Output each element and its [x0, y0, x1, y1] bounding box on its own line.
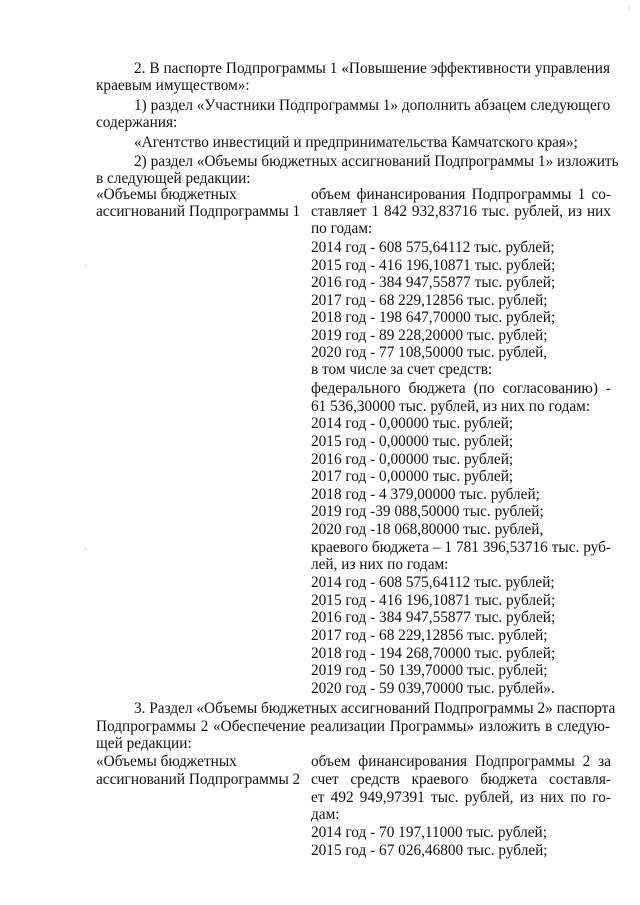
table1-right-line-15: 2015 год - 0,00000 тыс. рублей; — [311, 433, 514, 450]
paragraph-2-line-2: краевым имуществом»: — [96, 77, 250, 94]
scan-speck: · — [628, 4, 631, 13]
table1-right-line-25: 2016 год - 384 947,55877 тыс. рублей; — [311, 609, 556, 626]
paragraph-2-line-1: 2. В паспорте Подпрограммы 1 «Повышение эффективности управления — [134, 60, 610, 77]
table1-left-line-1: «Объемы бюджетных — [96, 186, 237, 203]
table1-right-line-16: 2016 год - 0,00000 тыс. рублей; — [311, 451, 514, 468]
table1-right-line-17: 2017 год - 0,00000 тыс. рублей; — [311, 468, 514, 485]
paragraph-3-line-1: 3. Раздел «Объемы бюджетных ассигнований Подпрограммы 2» паспорта — [134, 700, 616, 717]
table2-right-line-6: 2015 год - 67 026,46800 тыс. рублей; — [311, 842, 548, 859]
table2-right-line-3: ет 492 949,97391 тыс. рублей, из них по го- — [311, 789, 611, 806]
table1-right-line-29: 2020 год - 59 039,70000 тыс. рублей». — [311, 680, 555, 697]
table1-left-line-2: ассигнований Подпрограммы 1 — [96, 203, 301, 220]
scan-speck: · — [84, 545, 87, 554]
table1-right-line-2: ставляет 1 842 932,83716 тыс. рублей, из них — [311, 203, 611, 220]
table1-right-line-12: федерального бюджета (по согласованию) - — [311, 380, 611, 397]
paragraph-2-1-line-3: «Агентство инвестиций и предпринимательства Камчатского края»; — [134, 134, 578, 151]
table1-right-line-11: в том числе за счет средств: — [311, 361, 493, 378]
paragraph-2-2-line-2: в следующей редакции: — [96, 170, 251, 187]
table1-right-line-27: 2018 год - 194 268,70000 тыс. рублей; — [311, 645, 556, 662]
paragraph-2-1-line-1: 1) раздел «Участники Подпрограммы 1» дополнить абзацем следующего — [134, 97, 611, 114]
table2-left-line-2: ассигнований Подпрограммы 2 — [96, 771, 301, 788]
table1-right-line-3: по годам: — [311, 220, 373, 237]
table1-right-line-26: 2017 год - 68 229,12856 тыс. рублей; — [311, 627, 548, 644]
table1-right-line-10: 2020 год - 77 108,50000 тыс. рублей, — [311, 344, 548, 361]
table1-right-line-20: 2020 год -18 068,80000 тыс. рублей, — [311, 521, 544, 538]
table2-left-line-1: «Объемы бюджетных — [96, 753, 237, 770]
table1-right-line-22: лей, из них по годам: — [311, 556, 449, 573]
table1-right-line-7: 2017 год - 68 229,12856 тыс. рублей; — [311, 292, 548, 309]
paragraph-3-line-2: Подпрограммы 2 «Обеспечение реализации Программы» изложить в следую- — [96, 718, 610, 735]
table2-right-line-2: счет средств краевого бюджета составля- — [311, 771, 611, 788]
table1-right-line-6: 2016 год - 384 947,55877 тыс. рублей; — [311, 274, 556, 291]
table2-right-line-5: 2014 год - 70 197,11000 тыс. рублей; — [311, 824, 547, 841]
table1-right-line-9: 2019 год - 89 228,20000 тыс. рублей; — [311, 327, 548, 344]
table2-right-line-4: дам: — [311, 806, 340, 823]
table1-right-line-19: 2019 год -39 088,50000 тыс. рублей; — [311, 503, 544, 520]
scan-speck: · — [84, 262, 87, 271]
table1-right-line-23: 2014 год - 608 575,64112 тыс. рублей; — [311, 574, 555, 591]
table1-right-line-8: 2018 год - 198 647,70000 тыс. рублей; — [311, 309, 556, 326]
table1-right-line-28: 2019 год - 50 139,70000 тыс. рублей; — [311, 662, 548, 679]
table1-right-line-14: 2014 год - 0,00000 тыс. рублей; — [311, 415, 514, 432]
table1-right-line-24: 2015 год - 416 196,10871 тыс. рублей; — [311, 592, 556, 609]
table1-right-line-18: 2018 год - 4 379,00000 тыс. рублей; — [311, 486, 540, 503]
table1-right-line-5: 2015 год - 416 196,10871 тыс. рублей; — [311, 257, 556, 274]
table1-right-line-1: объем финансирования Подпрограммы 1 со- — [311, 186, 611, 203]
table1-right-line-21: краевого бюджета – 1 781 396,53716 тыс. руб- — [311, 539, 611, 556]
paragraph-3-line-3: щей редакции: — [96, 735, 192, 752]
table1-right-line-4: 2014 год - 608 575,64112 тыс. рублей; — [311, 239, 555, 256]
table1-right-line-13: 61 536,30000 тыс. рублей, из них по годам: — [311, 398, 591, 415]
paragraph-2-2-line-1: 2) раздел «Объемы бюджетных ассигнований Подпрограммы 1» изложить — [134, 153, 619, 170]
paragraph-2-1-line-2: содержания: — [96, 114, 178, 131]
table2-right-line-1: объем финансирования Подпрограммы 2 за — [311, 753, 611, 770]
